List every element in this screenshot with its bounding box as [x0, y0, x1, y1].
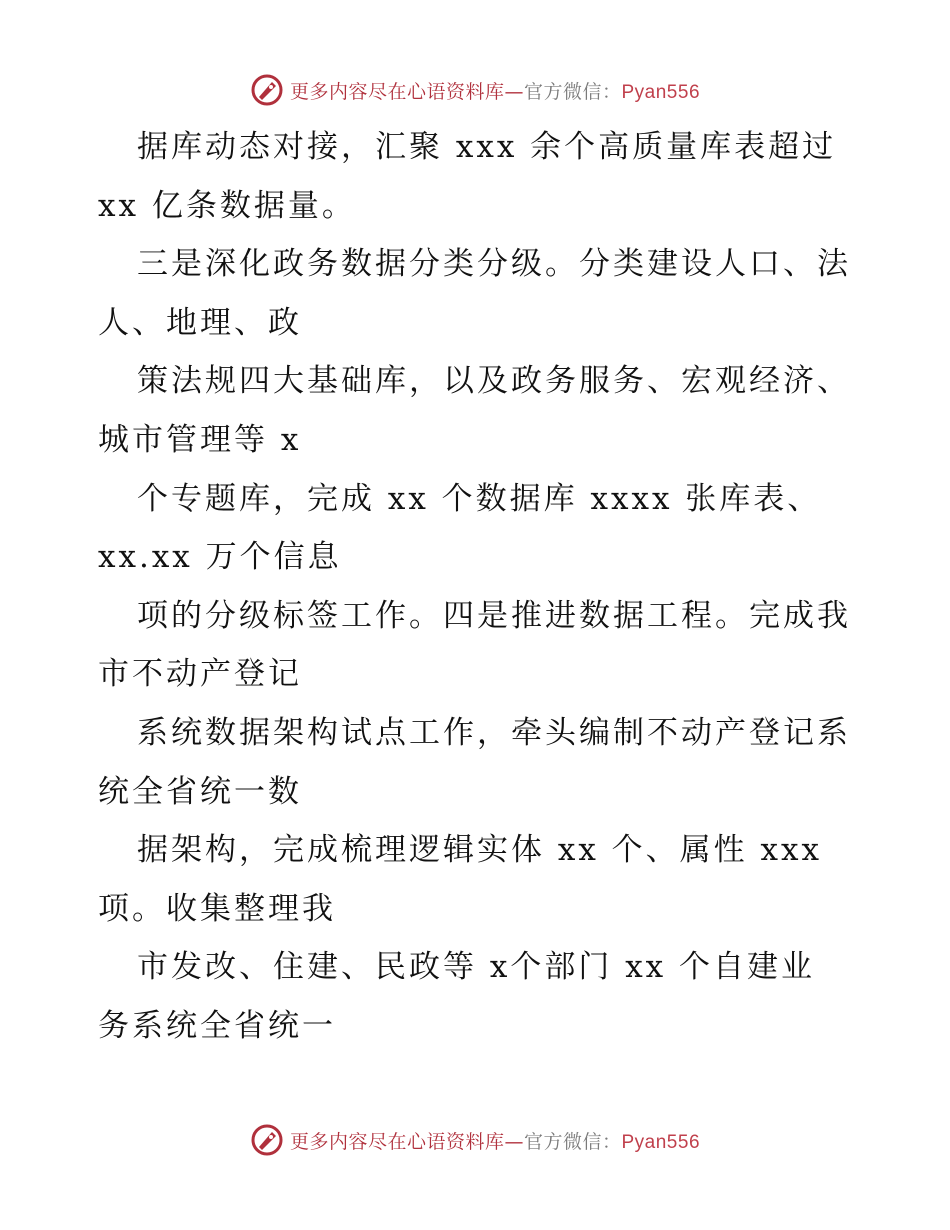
body-line: 城市管理等 x: [98, 421, 302, 458]
body-line: 务系统全省统一: [98, 1007, 336, 1044]
body-line: 系统数据架构试点工作，牵头编制不动产登记系: [137, 714, 851, 751]
body-line: 据库动态对接，汇聚 xxx 余个高质量库表超过: [137, 129, 837, 165]
body-line: xx 亿条数据量。: [98, 187, 356, 224]
header-wechat-label: 官方微信：: [523, 80, 622, 103]
body-line: 项。收集整理我: [98, 890, 336, 927]
footer-dash: —: [504, 1130, 524, 1153]
body-line: 项的分级标签工作。四是推进数据工程。完成我: [137, 597, 851, 634]
body-line: xx.xx 万个信息: [98, 539, 342, 576]
body-line: 人、地理、政: [98, 304, 302, 341]
footer-banner: [0, 1120, 950, 1160]
body-line: 三是深化政务数据分类分级。分类建设人口、法: [137, 246, 851, 283]
header-banner-text: [290, 77, 700, 104]
body-line: 据架构，完成梳理逻辑实体 xx 个、属性 xxx: [137, 832, 822, 869]
header-dash: —: [504, 80, 524, 103]
pen-nib-logo-icon: [250, 1123, 284, 1157]
header-wechat-id: Pyan556: [621, 81, 701, 103]
body-line: 策法规四大基础库，以及政务服务、宏观经济、: [137, 363, 851, 400]
footer-site-name: 更多内容尽在心语资料库: [289, 1130, 505, 1153]
body-line: 市不动产登记: [98, 656, 302, 693]
header-site-name: 更多内容尽在心语资料库: [289, 80, 505, 103]
footer-wechat-id: Pyan556: [621, 1131, 701, 1153]
header-banner: [0, 70, 950, 110]
body-line: 市发改、住建、民政等 x个部门 xx 个自建业: [137, 949, 816, 986]
document-body: [98, 118, 858, 1056]
pen-nib-logo-icon: [250, 73, 284, 107]
footer-banner-text: [290, 1127, 700, 1154]
footer-wechat-label: 官方微信：: [523, 1130, 622, 1153]
body-line: 统全省统一数: [98, 773, 302, 810]
body-line: 个专题库，完成 xx 个数据库 xxxx 张库表、: [137, 480, 822, 517]
